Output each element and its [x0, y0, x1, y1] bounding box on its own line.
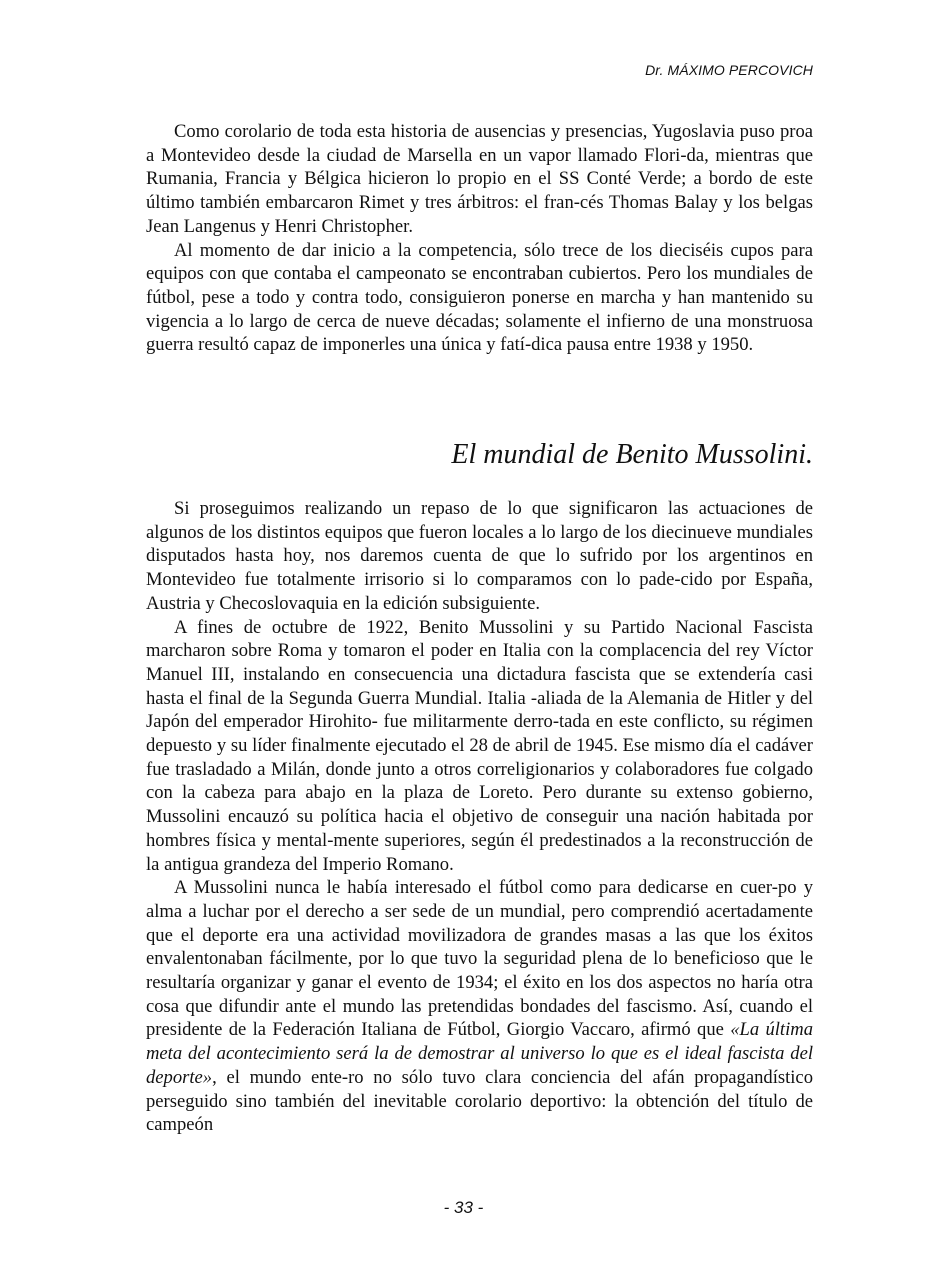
paragraph-text: , el mundo ente-ro no sólo tuvo clara conciencia del afán propagandístico perseguido sino también del inevitable corolario deportivo: la obtención del título de campeón [146, 1066, 813, 1136]
quotation: «La última meta del acontecimiento será la de demostrar al universo lo que es el ideal fascista del deporte» [146, 1019, 813, 1088]
intro-text-block [146, 120, 813, 357]
section-text-block [146, 497, 813, 1137]
paragraph-text: A Mussolini nunca le había interesado el fútbol como para dedicarse en cuer-po y alma a luchar por el derecho a ser sede de un mundial, pero comprendió acertadamente que el deporte era una actividad movilizadora de grandes masas a las que los éxitos envalentonaban fácilmente, por lo que tuvo la seguridad plena de lo beneficioso que le resultaría organizar y ganar el evento de 1934; el éxito en los dos aspectos no haría otra cosa que difundir ante el mundo las pretendidas bondades del fascismo. Así, cuando el presidente de la Federación Italiana de Fútbol, Giorgio Vaccaro, afirmó que [146, 877, 813, 1041]
paragraph: A fines de octubre de 1922, Benito Mussolini y su Partido Nacional Fascista marcharon sobre Roma y tomaron el poder en Italia con la complacencia del rey Víctor Manuel III, instalando en consecuencia una dictadura fascista que se extendería casi hasta el final de la Segunda Guerra Mundial. Italia -aliada de la Alemania de Hitler y del Japón del emperador Hirohito- fue militarmente derro-tada en este conflicto, su régimen depuesto y su líder finalmente ejecutado el 28 de abril de 1945. Ese mismo día el cadáver fue trasladado a Milán, donde junto a otros correligionarios y colaboradores fue colgado con la cabeza para abajo en la plaza de Loreto. Pero durante su extenso gobierno, Mussolini encauzó su política hacia el objetivo de conseguir una nación habitada por hombres física y mental-mente superiores, según él predestinados a la reconstrucción de la antigua grandeza del Imperio Romano. [146, 616, 813, 875]
section-title: El mundial de Benito Mussolini. [451, 439, 813, 470]
paragraph: Si proseguimos realizando un repaso de lo que significaron las actuaciones de algunos de los distintos equipos que fueron locales a lo largo de los diecinueve mundiales disputados hasta hoy, nos daremos cuenta de que lo sufrido por los argentinos en Montevideo fue totalmente irrisorio si lo comparamos con lo pade-cido por España, Austria y Checoslovaquia en la edición subsiguiente. [146, 498, 813, 614]
paragraph: Como corolario de toda esta historia de ausencias y presencias, Yugoslavia puso proa a Montevideo desde la ciudad de Marsella en un vapor llamado Flori-da, mientras que Rumania, Francia y Bélgica hicieron lo propio en el SS Conté Verde; a bordo de este último también embarcaron Rimet y tres árbitros: el fran-cés Thomas Balay y los belgas Jean Langenus y Henri Christopher. [146, 121, 813, 237]
page-number: - 33 - [443, 1198, 484, 1217]
running-header-author: Dr. MÁXIMO PERCOVICH [645, 62, 813, 78]
paragraph [146, 876, 813, 1137]
paragraph: Al momento de dar inicio a la competencia, sólo trece de los dieciséis cupos para equipos con que contaba el campeonato se encontraban cubiertos. Pero los mundiales de fútbol, pese a todo y contra todo, consiguieron ponerse en marcha y han mantenido su vigencia a lo largo de cerca de nueve décadas; solamente el infierno de una monstruosa guerra resultó capaz de imponerles una única y fatí-dica pausa entre 1938 y 1950. [146, 239, 813, 356]
